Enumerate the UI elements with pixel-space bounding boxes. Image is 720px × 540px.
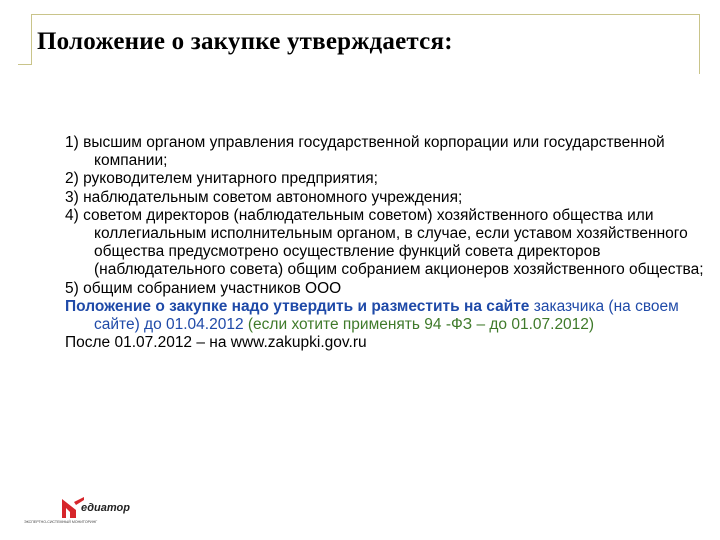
highlight-bold-text: Положение о закупке надо утвердить и разместить на сайте [65, 297, 530, 315]
list-item: 2) руководителем унитарного предприятия; [65, 170, 378, 188]
highlight-paragraph [65, 298, 705, 334]
mediator-logo [24, 496, 174, 526]
highlight-blue-text: заказчика (на своем сайте) до 01.04.2012 [94, 297, 679, 334]
footer-line: После 01.07.2012 – на www.zakupki.gov.ru [65, 334, 367, 352]
highlight-green-text: (если хотите применять 94 -ФЗ – до 01.07.2012) [243, 316, 595, 334]
logo-text: едиатор [81, 502, 130, 514]
frame-bottom-tick [18, 64, 32, 65]
list-item: 3) наблюдательным советом автономного учреждения; [65, 188, 463, 206]
frame-top-line [31, 14, 699, 15]
slide-body [65, 134, 705, 352]
logo-tagline: ЭКСПЕРТНО-СИСТЕМНЫЙ МОНИТОРИНГ [24, 520, 98, 524]
frame-left-line [31, 14, 32, 64]
list-item: 1) высшим органом управления государственной корпорации или государственной компании; [65, 134, 665, 170]
list-item: 5) общим собранием участников ООО [65, 279, 342, 297]
slide-title: Положение о закупке утверждается: [37, 28, 453, 55]
mediator-logo-icon [24, 496, 174, 526]
frame-right-line [699, 14, 700, 74]
list-item: 4) советом директоров (наблюдательным советом) хозяйственного общества или коллегиальным исполнительным органом, в случае, если уставом хозяйственного общества предусмотрено осуществление функций совета директоров (наблюдательного совета) общим собранием акционеров хозяйственного общества; [65, 206, 704, 279]
